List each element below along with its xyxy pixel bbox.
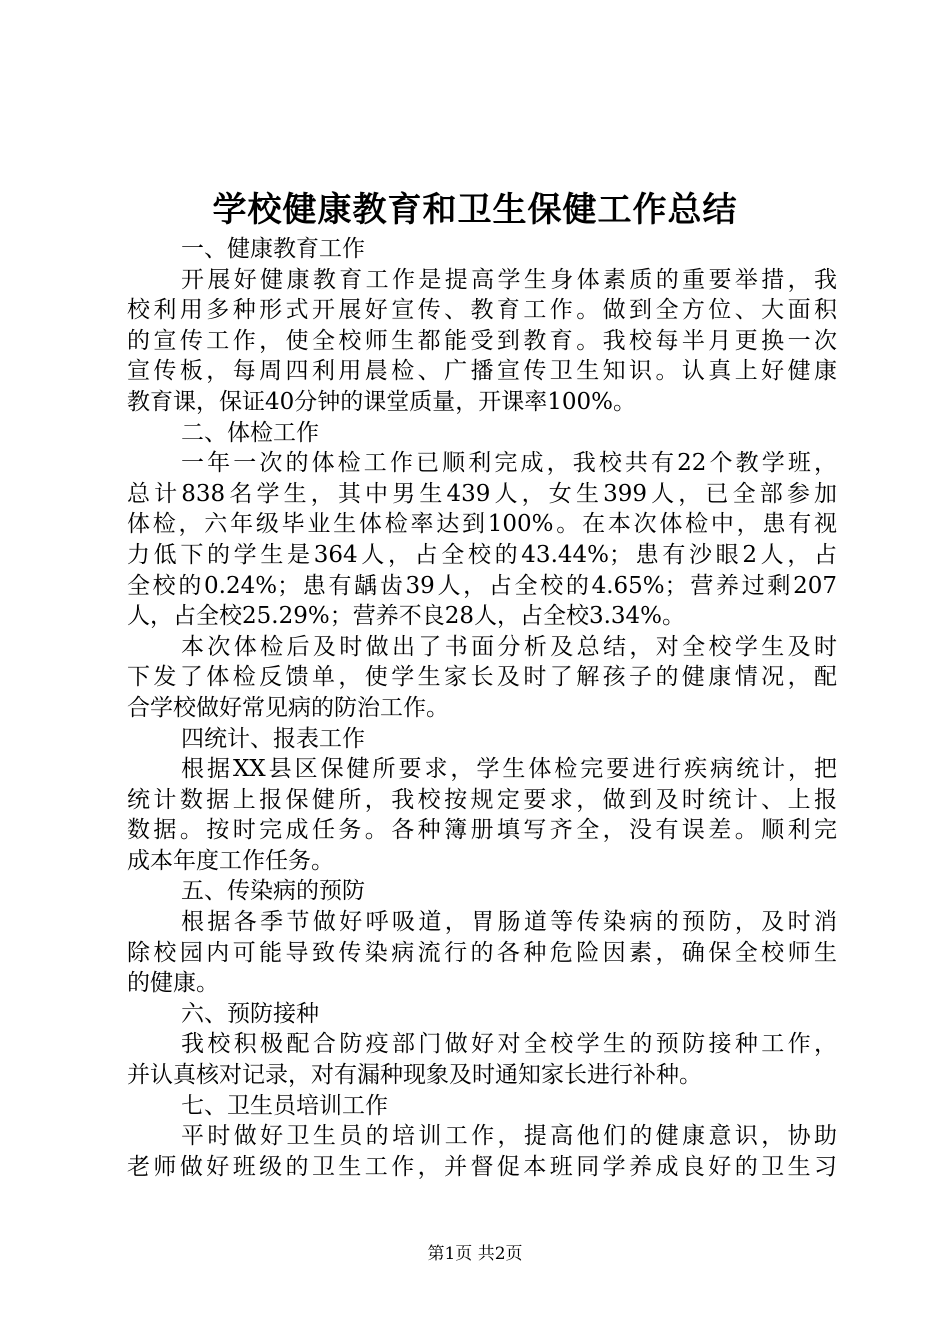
paragraph-line: 除校园内可能导致传染病流行的各种危险因素，确保全校师生 — [127, 939, 837, 966]
document-title: 学校健康教育和卫生保健工作总结 — [212, 190, 738, 230]
paragraph-line: 根据XX县区保健所要求，学生体检完要进行疾病统计，把 — [181, 756, 837, 783]
section-heading: 六、预防接种 — [181, 1000, 319, 1027]
paragraph-line: 教育课，保证40分钟的课堂质量，开课率100%。 — [127, 388, 637, 415]
paragraph-line: 力低下的学生是364人，占全校的43.44%；患有沙眼2人，占 — [127, 541, 837, 568]
section-heading: 一、健康教育工作 — [181, 236, 365, 262]
paragraph-line: 全校的0.24%；患有龋齿39人，占全校的4.65%；营养过剩207 — [127, 572, 837, 599]
paragraph-line: 并认真核对记录，对有漏种现象及时通知家长进行补种。 — [127, 1062, 702, 1089]
paragraph-line: 宣传板，每周四利用晨检、广播宣传卫生知识。认真上好健康 — [127, 358, 837, 385]
paragraph-line: 本次体检后及时做出了书面分析及总结，对全校学生及时 — [181, 633, 837, 660]
section-heading: 四统计、报表工作 — [181, 725, 365, 752]
paragraph-line: 人，占全校25.29%；营养不良28人，占全校3.34%。 — [127, 603, 686, 630]
document-body — [127, 234, 837, 1182]
paragraph-line: 合学校做好常见病的防治工作。 — [127, 694, 449, 721]
paragraph-line: 老师做好班级的卫生工作，并督促本班同学养成良好的卫生习 — [127, 1153, 837, 1180]
paragraph-line: 体检，六年级毕业生体检率达到100%。在本次体检中，患有视 — [127, 511, 837, 538]
section-heading: 五、传染病的预防 — [181, 878, 365, 905]
paragraph-line: 的宣传工作，使全校师生都能受到教育。我校每半月更换一次 — [127, 327, 837, 354]
paragraph-line: 下发了体检反馈单，使学生家长及时了解孩子的健康情况，配 — [127, 664, 837, 691]
paragraph-line: 数据。按时完成任务。各种簿册填写齐全，没有误差。顺利完 — [127, 817, 837, 844]
paragraph-line: 的健康。 — [127, 970, 219, 997]
paragraph-line: 我校积极配合防疫部门做好对全校学生的预防接种工作， — [181, 1031, 837, 1058]
paragraph-line: 成本年度工作任务。 — [127, 847, 334, 874]
paragraph-line: 一年一次的体检工作已顺利完成，我校共有22个教学班， — [181, 450, 837, 477]
paragraph-line: 平时做好卫生员的培训工作，提高他们的健康意识，协助 — [181, 1123, 837, 1150]
section-heading: 二、体检工作 — [181, 419, 319, 446]
paragraph-line: 总计838名学生，其中男生439人，女生399人，已全部参加 — [127, 480, 837, 507]
page-number-footer: 第1页 共2页 — [427, 1244, 523, 1264]
section-heading: 七、卫生员培训工作 — [181, 1092, 388, 1119]
paragraph-line: 开展好健康教育工作是提高学生身体素质的重要举措，我 — [181, 266, 837, 293]
paragraph-line: 校利用多种形式开展好宣传、教育工作。做到全方位、大面积 — [127, 297, 837, 324]
paragraph-line: 统计数据上报保健所，我校按规定要求，做到及时统计、上报 — [127, 786, 837, 813]
paragraph-line: 根据各季节做好呼吸道，胃肠道等传染病的预防，及时消 — [181, 909, 837, 936]
